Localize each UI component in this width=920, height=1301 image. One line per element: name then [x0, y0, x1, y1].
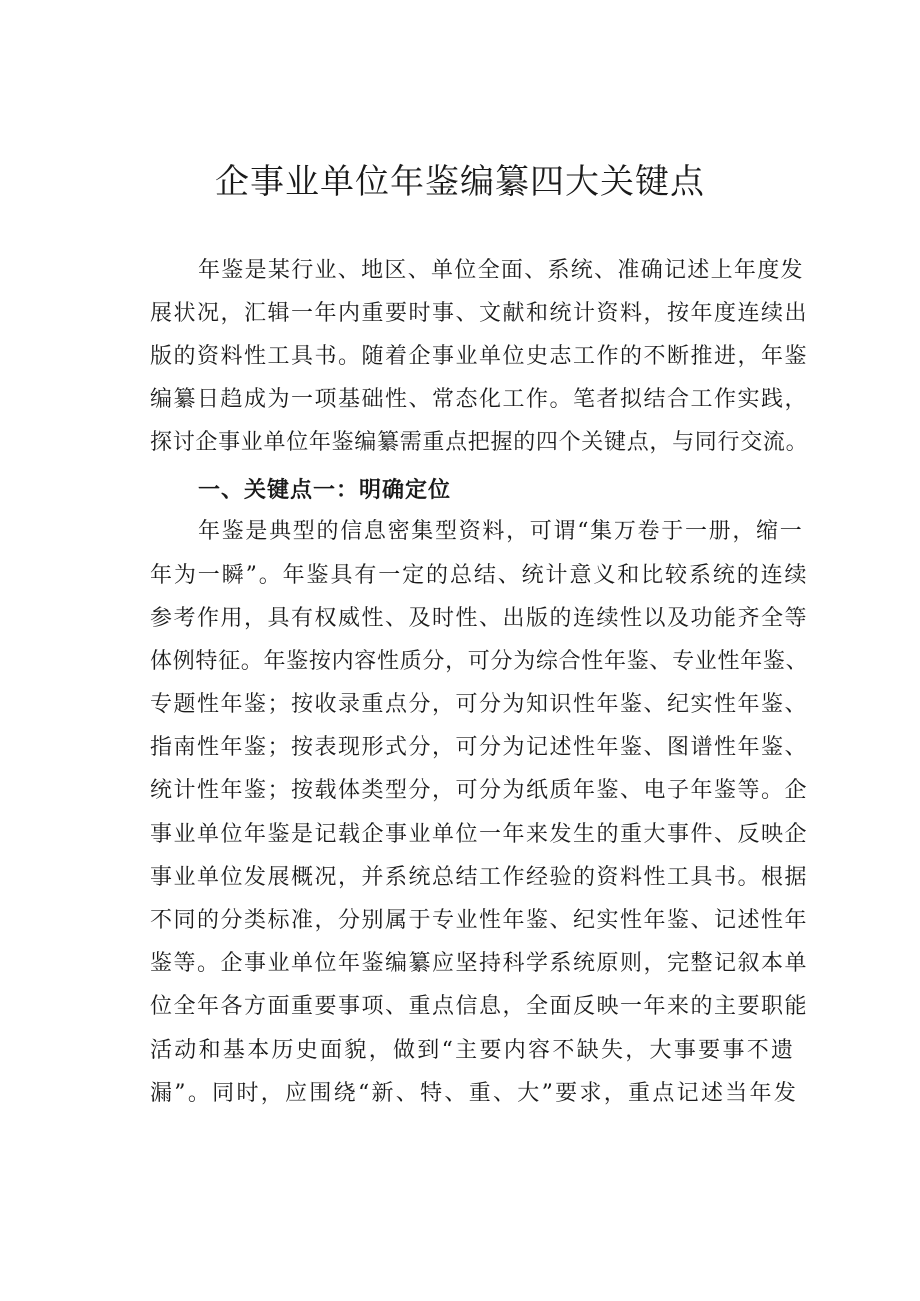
section-heading: 一、关键点一：明确定位	[198, 478, 452, 503]
paragraph-line: 鉴等。企事业单位年鉴编纂应坚持科学系统原则，完整记叙本单	[150, 951, 809, 976]
paragraph-line: 展状况，汇辑一年内重要时事、文献和统计资料，按年度连续出	[150, 301, 809, 326]
paragraph-line: 参考作用，具有权威性、及时性、出版的连续性以及功能齐全等	[150, 606, 809, 631]
paragraph-line: 统计性年鉴；按载体类型分，可分为纸质年鉴、电子年鉴等。企	[150, 778, 809, 803]
paragraph-line: 不同的分类标准，分别属于专业性年鉴、纪实性年鉴、记述性年	[150, 908, 809, 933]
paragraph-line: 指南性年鉴；按表现形式分，可分为记述性年鉴、图谱性年鉴、	[150, 735, 809, 760]
page-title: 企事业单位年鉴编纂四大关键点	[215, 162, 705, 202]
paragraph-line: 编纂日趋成为一项基础性、常态化工作。笔者拟结合工作实践，	[150, 387, 809, 412]
paragraph-line: 年为一瞬”。年鉴具有一定的总结、统计意义和比较系统的连续	[150, 563, 809, 588]
paragraph-line: 事业单位年鉴是记载企事业单位一年来发生的重大事件、反映企	[150, 822, 809, 847]
paragraph-line: 探讨企事业单位年鉴编纂需重点把握的四个关键点，与同行交流。	[150, 430, 809, 455]
paragraph-line: 事业单位发展概况，并系统总结工作经验的资料性工具书。根据	[150, 865, 809, 890]
paragraph-line: 年鉴是某行业、地区、单位全面、系统、准确记述上年度发	[198, 258, 804, 283]
paragraph-line: 漏”。同时，应围绕“新、特、重、大”要求，重点记述当年发	[150, 1081, 799, 1106]
paragraph-line: 位全年各方面重要事项、重点信息，全面反映一年来的主要职能	[150, 994, 809, 1019]
paragraph-line: 体例特征。年鉴按内容性质分，可分为综合性年鉴、专业性年鉴、	[150, 649, 809, 674]
paragraph-line: 活动和基本历史面貌，做到“主要内容不缺失，大事要事不遗	[150, 1038, 796, 1063]
paragraph-line: 专题性年鉴；按收录重点分，可分为知识性年鉴、纪实性年鉴、	[150, 692, 809, 717]
paragraph-line: 年鉴是典型的信息密集型资料，可谓“集万卷于一册，缩一	[198, 519, 804, 544]
paragraph-line: 版的资料性工具书。随着企事业单位史志工作的不断推进，年鉴	[150, 344, 809, 369]
